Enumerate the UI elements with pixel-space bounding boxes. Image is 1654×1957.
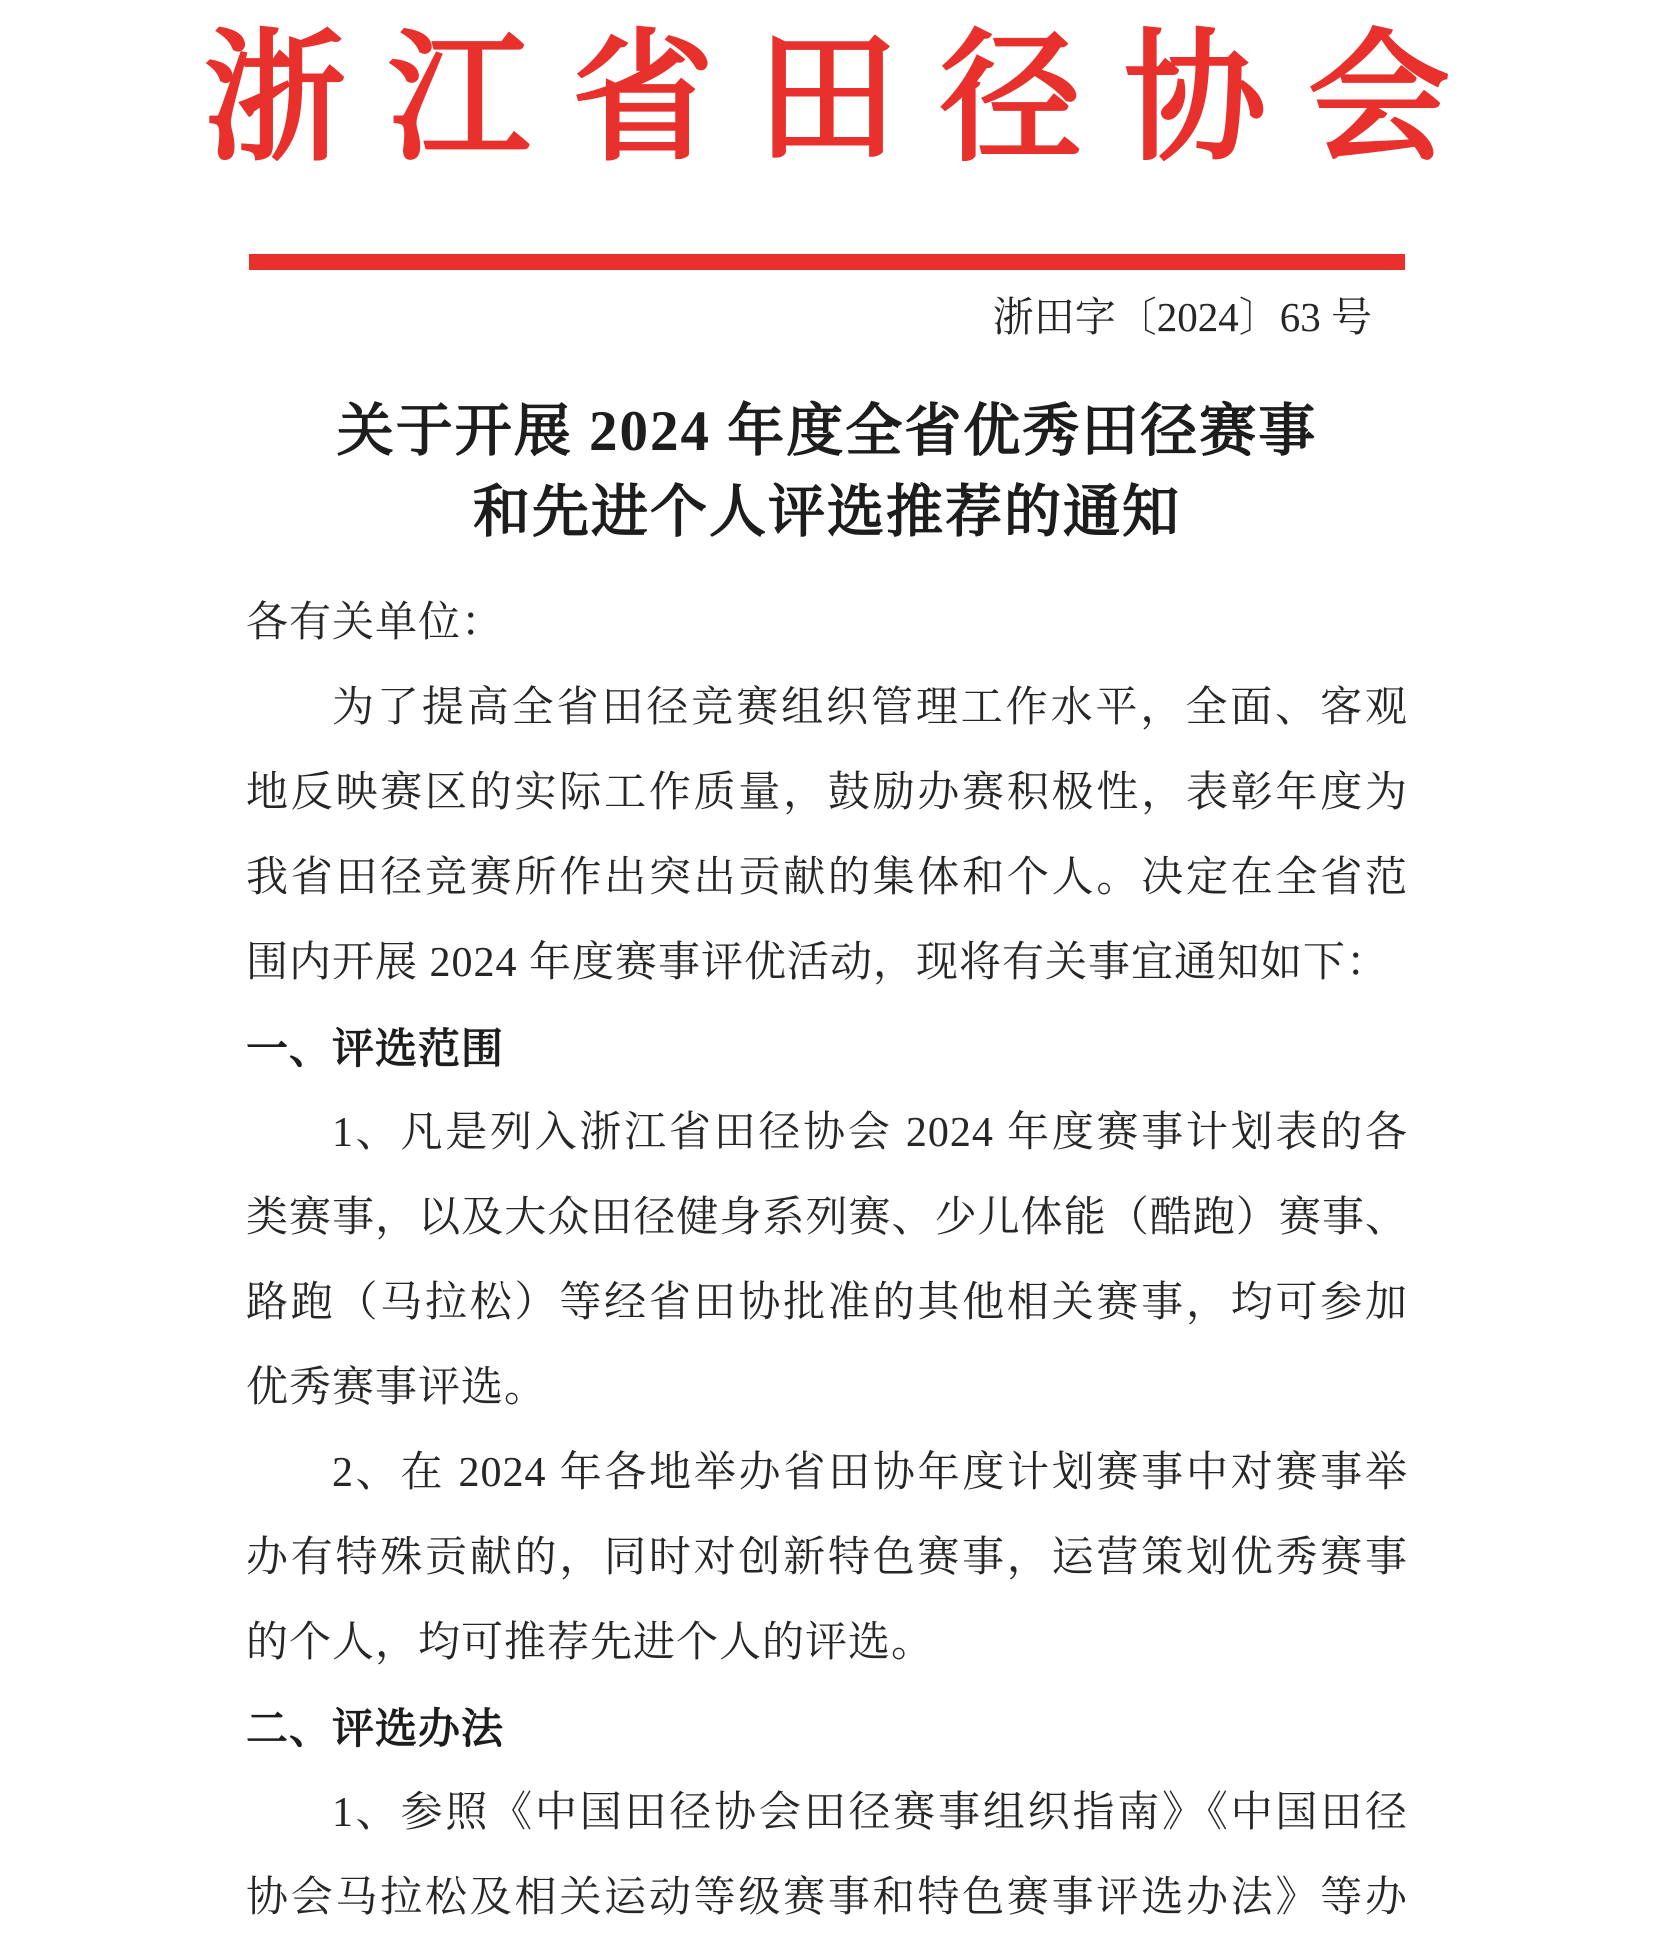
red-divider <box>249 254 1405 270</box>
body-line: 为了提高全省田径竞赛组织管理工作水平，全面、客观 <box>332 685 1408 731</box>
body-line: 1、参照《中国田径协会田径赛事组织指南》《中国田径 <box>332 1790 1408 1836</box>
body-line: 的个人，均可推荐先进个人的评选。 <box>246 1620 935 1666</box>
body-line: 地反映赛区的实际工作质量，鼓励办赛积极性，表彰年度为 <box>246 770 1408 816</box>
body-line: 2、在 2024 年各地举办省田协年度计划赛事中对赛事举 <box>332 1450 1408 1496</box>
body-line: 类赛事，以及大众田径健身系列赛、少儿体能（酷跑）赛事、 <box>246 1195 1408 1241</box>
body-line: 1、凡是列入浙江省田径协会 2024 年度赛事计划表的各 <box>332 1110 1408 1156</box>
section-heading: 一、评选范围 <box>246 1025 505 1072</box>
body-line: 各有关单位： <box>246 600 505 646</box>
body-line: 优秀赛事评选。 <box>246 1365 548 1411</box>
document-body <box>246 581 1408 1941</box>
doc-reference-number: 浙田字〔2024〕63 号 <box>992 294 1372 340</box>
body-line: 围内开展 2024 年度赛事评优活动，现将有关事宜通知如下： <box>246 940 1390 986</box>
body-line: 路跑（马拉松）等经省田协批准的其他相关赛事，均可参加 <box>246 1280 1408 1326</box>
body-line: 协会马拉松及相关运动等级赛事和特色赛事评选办法》等办 <box>246 1875 1408 1921</box>
notice-title-line2: 和先进个人评选推荐的通知 <box>473 481 1181 544</box>
notice-title-line1: 关于开展 2024 年度全省优秀田径赛事 <box>336 400 1318 463</box>
section-heading: 二、评选办法 <box>246 1705 505 1752</box>
body-line: 办有特殊贡献的，同时对创新特色赛事，运营策划优秀赛事 <box>246 1535 1408 1581</box>
letterhead-org-name: 浙江省田径协会 <box>204 20 1492 178</box>
notice-title <box>0 391 1654 553</box>
body-line: 我省田径竞赛所作出突出贡献的集体和个人。决定在全省范 <box>246 855 1408 901</box>
